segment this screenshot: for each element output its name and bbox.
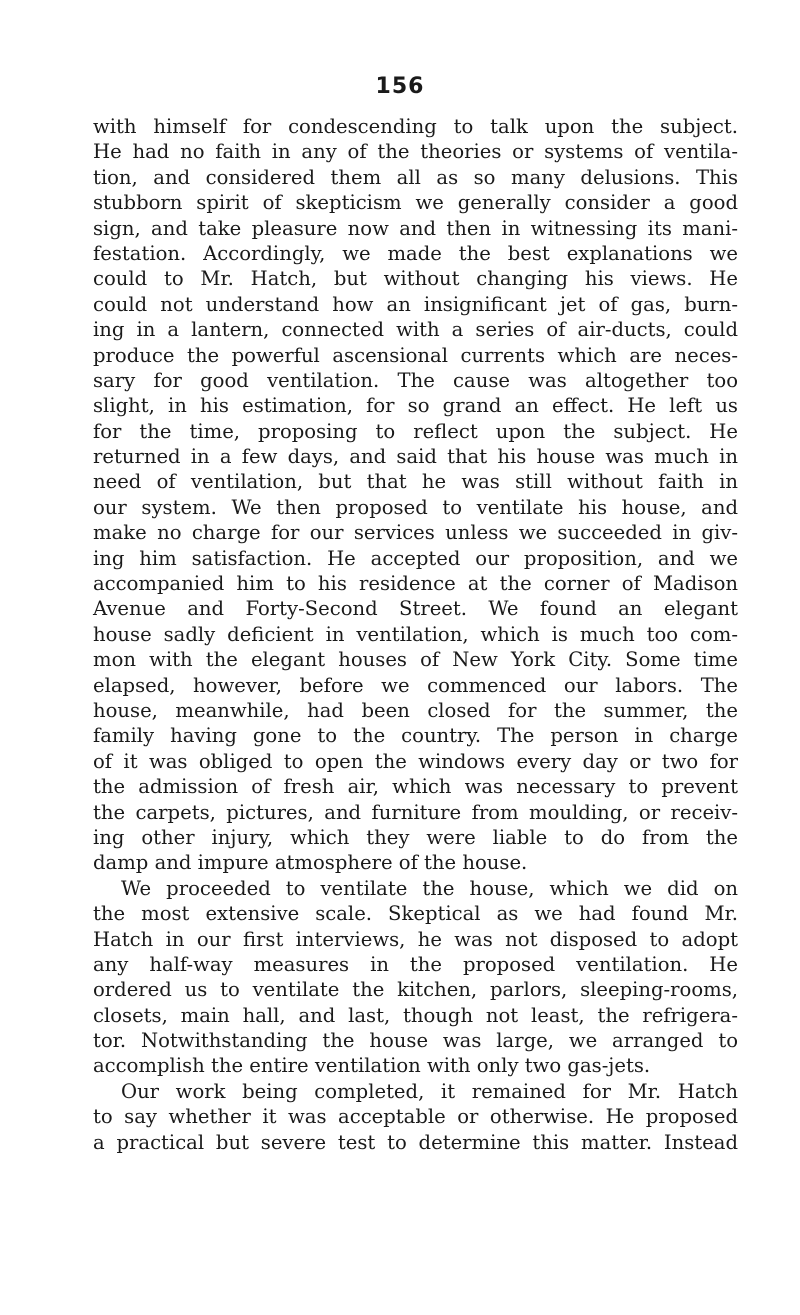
text-line: ing in a lantern, connected with a series of air-ducts, could	[93, 318, 738, 342]
text-line: We proceeded to ventilate the house, which we did on	[121, 876, 738, 900]
text-line: tion, and considered them all as so many delusions. This	[93, 165, 738, 189]
paragraph	[93, 114, 738, 876]
text-line: for the time, proposing to reflect upon the subject. He	[93, 419, 738, 443]
text-line: need of ventilation, but that he was still without faith in	[93, 470, 738, 494]
paragraph	[93, 1079, 738, 1155]
body-text	[93, 114, 738, 1155]
text-line: elapsed, however, before we commenced our labors. The	[93, 673, 738, 697]
text-line: Avenue and Forty-Second Street. We found an elegant	[93, 597, 738, 621]
text-line: could not understand how an insignificant jet of gas, burn-	[93, 292, 738, 316]
text-line: stubborn spirit of skepticism we generally consider a good	[93, 191, 738, 215]
text-line: of it was obliged to open the windows every day or two for	[93, 749, 738, 773]
text-line: the carpets, pictures, and furniture from moulding, or receiv-	[93, 800, 738, 824]
text-line: sary for good ventilation. The cause was altogether too	[93, 368, 738, 392]
text-line: house, meanwhile, had been closed for the summer, the	[93, 698, 738, 722]
text-line: ing him satisfaction. He accepted our proposition, and we	[93, 546, 738, 570]
text-line: slight, in his estimation, for so grand an effect. He left us	[93, 394, 738, 418]
text-line: closets, main hall, and last, though not least, the refrigera-	[93, 1003, 738, 1027]
text-line: any half-way measures in the proposed ventilation. He	[93, 952, 738, 976]
paragraph	[93, 876, 738, 1079]
text-line: produce the powerful ascensional currents which are neces-	[93, 343, 738, 367]
text-line: tor. Notwithstanding the house was large, we arranged to	[93, 1029, 738, 1053]
text-line: the admission of fresh air, which was necessary to prevent	[93, 775, 738, 799]
text-line: to say whether it was acceptable or otherwise. He proposed	[93, 1105, 738, 1129]
text-line: festation. Accordingly, we made the best explanations we	[93, 241, 738, 265]
text-line: accompanied him to his residence at the corner of Madison	[93, 572, 738, 596]
page-number: 156	[375, 74, 425, 99]
text-line: a practical but severe test to determine this matter. Instead	[93, 1130, 738, 1154]
text-line: ing other injury, which they were liable to do from the	[93, 825, 738, 849]
text-line: our system. We then proposed to ventilate his house, and	[93, 495, 738, 519]
text-line: house sadly deficient in ventilation, which is much too com-	[93, 622, 738, 646]
text-line: ordered us to ventilate the kitchen, parlors, sleeping-rooms,	[93, 978, 738, 1002]
text-line: make no charge for our services unless we succeeded in giv-	[93, 521, 738, 545]
text-line: the most extensive scale. Skeptical as we had found Mr.	[93, 902, 738, 926]
text-line: Our work being completed, it remained for Mr. Hatch	[121, 1079, 738, 1103]
text-line: with himself for condescending to talk upon the subject.	[93, 115, 738, 138]
text-line: family having gone to the country. The person in charge	[93, 724, 738, 748]
text-line: could to Mr. Hatch, but without changing his views. He	[93, 267, 738, 291]
text-line: mon with the elegant houses of New York City. Some time	[93, 648, 738, 672]
text-line: accomplish the entire ventilation with only two gas-jets.	[93, 1054, 651, 1078]
text-line: He had no faith in any of the theories or systems of ventila-	[93, 140, 738, 164]
text-line: sign, and take pleasure now and then in witnessing its mani-	[93, 216, 738, 240]
text-line: Hatch in our first interviews, he was not disposed to adopt	[93, 927, 738, 951]
text-line: damp and impure atmosphere of the house.	[93, 851, 528, 875]
text-line: returned in a few days, and said that his house was much in	[93, 445, 738, 469]
